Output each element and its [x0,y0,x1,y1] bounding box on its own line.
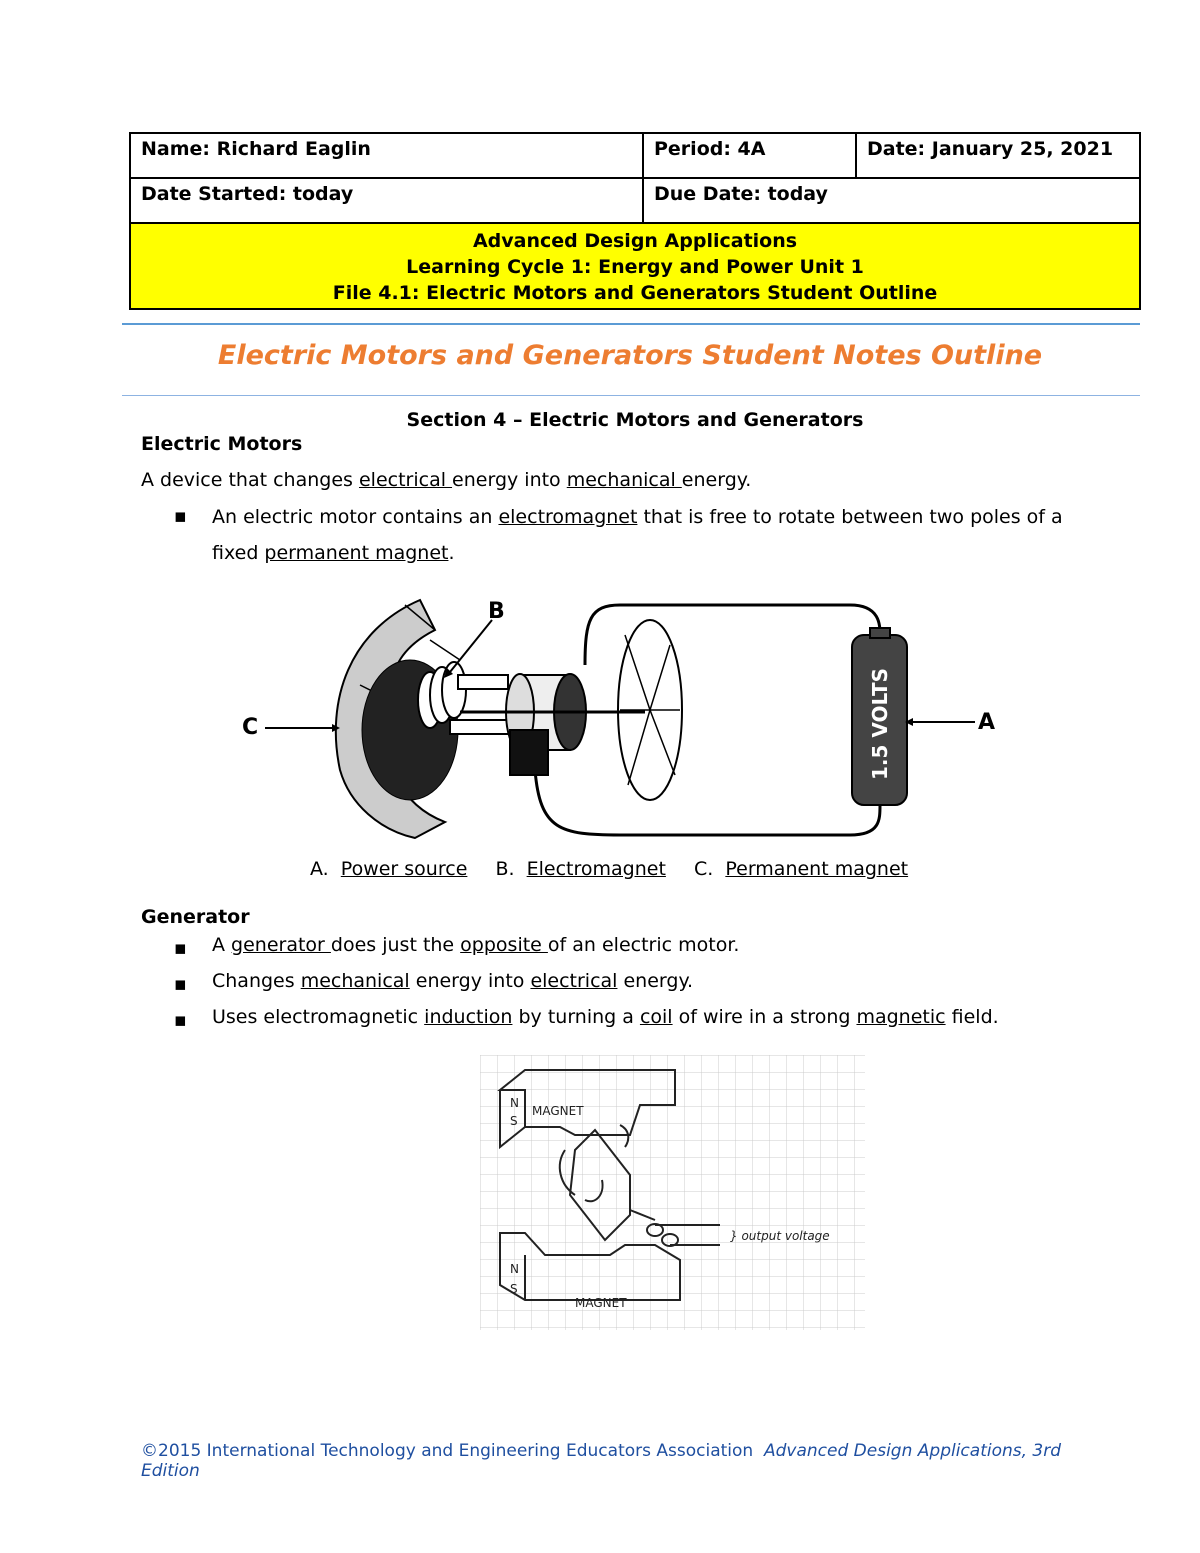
copyright: ©2015 International Technology and Engineering Educators Association [141,1441,754,1461]
book-title: Advanced Design Applications, 3rd Edition [141,1441,1062,1481]
s-label-top: S [510,1114,518,1128]
motor-bullet-1: An electric motor contains an electromagnet that is free to rotate between two poles of a fixed permanent magnet. [212,506,1063,564]
title-rule-bottom [122,395,1140,396]
magnet-label-bottom: MAGNET [575,1296,627,1310]
s-label-bottom: S [510,1282,518,1296]
battery-label: 1.5 VOLTS [868,667,892,780]
generator-heading: Generator [141,906,250,928]
page-title: Electric Motors and Generators Student Notes Outline [217,340,1043,371]
label-c: C [242,715,259,740]
generator-diagram [480,1055,865,1330]
bullet-icon: ▪ [174,973,187,995]
label-a: A [978,710,996,735]
battery [852,628,907,805]
title-rule-top [122,323,1140,325]
n-label-bottom: N [510,1262,519,1276]
period-cell: Period: 4A [643,133,856,178]
learning-cycle: Learning Cycle 1: Energy and Power Unit 1 [406,256,864,278]
bullet-icon: ▪ [174,505,187,527]
generator-bullet-3: Uses electromagnetic induction by turning a coil of wire in a strong magnetic field. [212,1006,999,1028]
date-started-cell: Date Started: today [130,178,643,223]
due-date-cell: Due Date: today [643,178,1140,223]
header-table [129,132,1141,310]
label-b: B [488,599,505,624]
motors-heading: Electric Motors [141,433,303,455]
motor-definition: A device that changes electrical energy into mechanical energy. [141,469,752,491]
bullet-icon: ▪ [174,1009,187,1031]
name-cell: Name: Richard Eaglin [130,133,643,178]
bullet-icon: ▪ [174,937,187,959]
section-title: Section 4 – Electric Motors and Generators [406,409,864,431]
n-label-top: N [510,1096,519,1110]
electromagnet [418,662,510,734]
motor-caption: A. Power source B. Electromagnet C. Permanent magnet [310,858,909,880]
file-name: File 4.1: Electric Motors and Generators Student Outline [332,282,938,304]
footer [141,1441,1101,1481]
course-banner [130,223,1140,309]
generator-bullet-2: Changes mechanical energy into electrical energy. [212,970,694,992]
motor-diagram [230,580,1010,845]
date-cell: Date: January 25, 2021 [856,133,1140,178]
generator-bullet-1: A generator does just the opposite of an electric motor. [212,934,740,956]
course-name: Advanced Design Applications [472,230,798,252]
output-voltage-label: } output voltage [730,1229,830,1243]
commutator [506,674,586,775]
wire [585,605,880,665]
magnet-label-top: MAGNET [532,1104,584,1118]
